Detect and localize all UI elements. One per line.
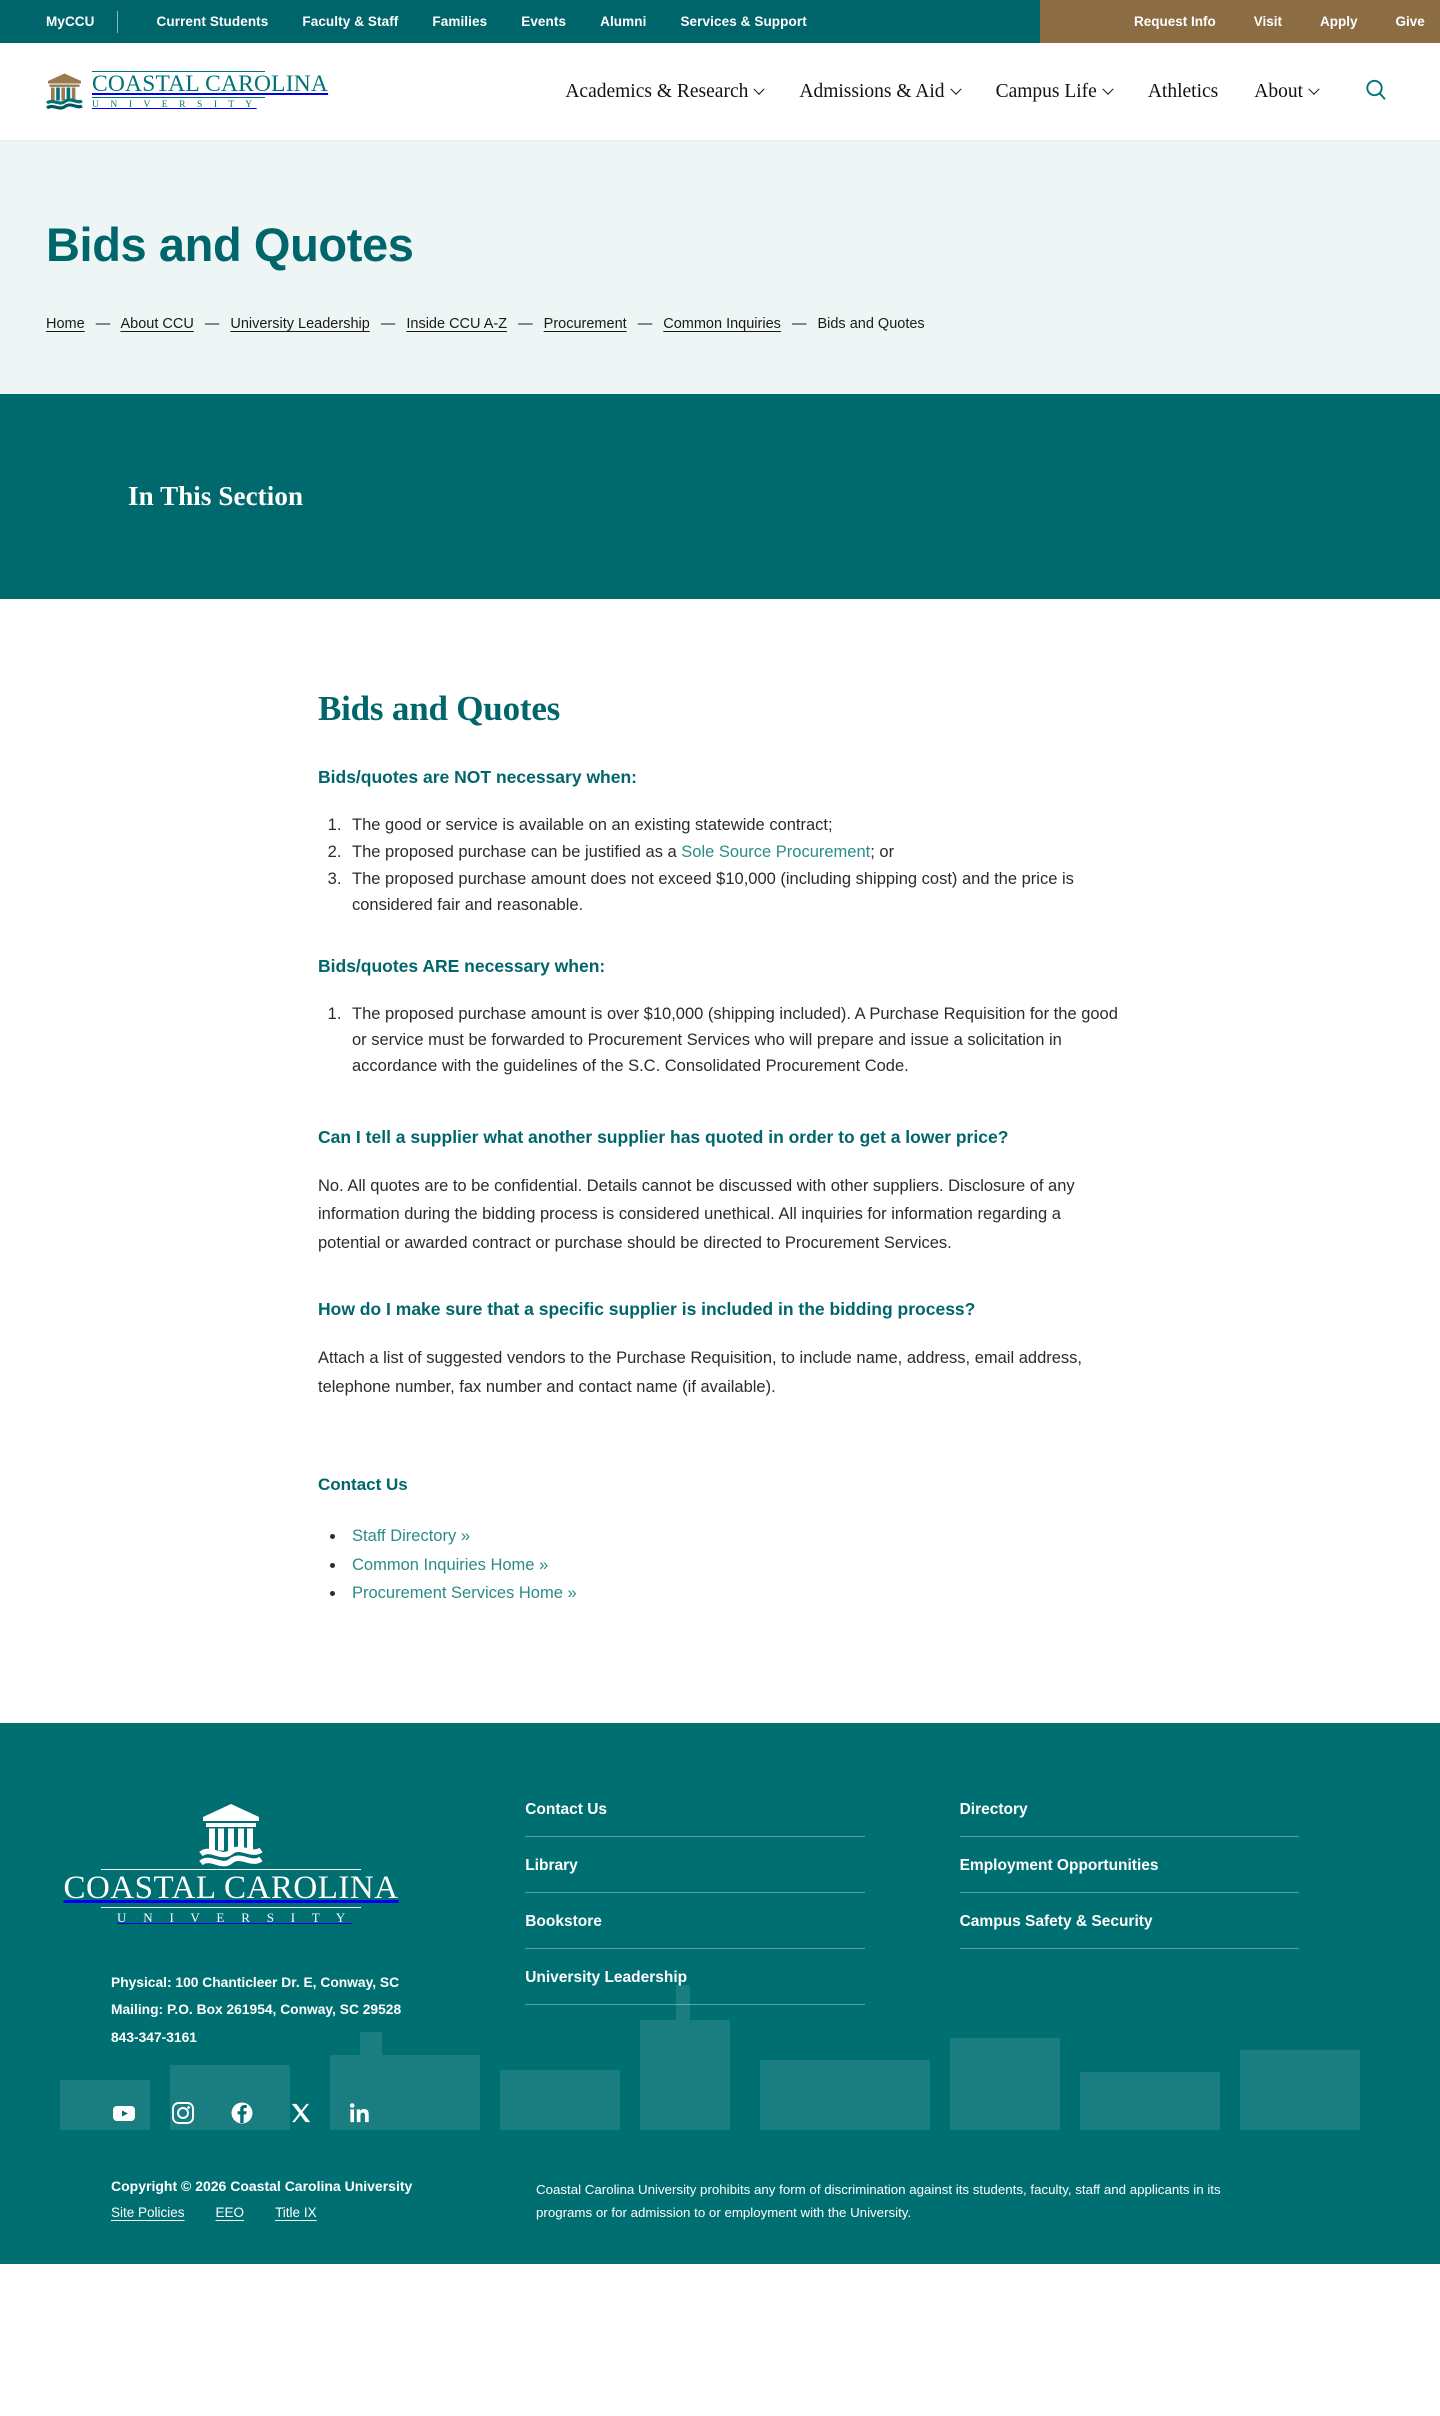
heading-bids-are-necessary: Bids/quotes ARE necessary when: (318, 955, 606, 976)
footer-link-library[interactable]: Library (525, 1857, 864, 1893)
footer-phone: 843-347-3161 (111, 2030, 197, 2046)
footer-link-bookstore[interactable]: Bookstore (525, 1913, 864, 1949)
youtube-icon[interactable] (111, 2100, 137, 2126)
footer-legal-left (46, 2178, 526, 2225)
list-bids-are-necessary (346, 1001, 1118, 1079)
spacer (318, 1279, 1118, 1297)
list-item (346, 1580, 1118, 1607)
footer-top (46, 1801, 1394, 2126)
utility-link-apply[interactable]: Apply (1320, 14, 1358, 29)
list-item-text: The proposed purchase can be justified as a (352, 842, 682, 861)
footer-logo[interactable] (63, 1801, 399, 1929)
nav-label-athletics: Athletics (1147, 80, 1219, 102)
linkedin-icon[interactable] (347, 2100, 373, 2126)
footer-links-column-2 (960, 1801, 1299, 2126)
chevron-down-icon (754, 83, 765, 94)
footer-address (81, 1969, 525, 2052)
footer-link-contact-us[interactable]: Contact Us (525, 1801, 864, 1837)
breadcrumb-separator: — (791, 315, 807, 332)
question-heading-supplier-quote-disclosure: Can I tell a supplier what another supplier has quoted in order to get a lower price? (318, 1127, 1009, 1147)
footer-links-column-1 (525, 1801, 864, 2126)
facebook-icon[interactable] (229, 2100, 255, 2126)
nav-item-campus-life[interactable] (978, 81, 1130, 103)
logo-wordmark (92, 71, 328, 113)
link-site-policies[interactable]: Site Policies (111, 2204, 185, 2220)
breadcrumb-separator: — (380, 315, 396, 332)
utility-link-faculty-staff[interactable]: Faculty & Staff (302, 14, 399, 29)
breadcrumb-separator: — (637, 315, 653, 332)
x-twitter-icon[interactable] (288, 2100, 314, 2126)
nav-item-admissions-aid[interactable] (781, 81, 977, 103)
nav-item-academics-research[interactable] (547, 81, 781, 103)
utility-link-myccu[interactable]: MyCCU (46, 14, 95, 29)
footer-university-name: COASTAL CAROLINA (63, 1870, 399, 1907)
question-heading-include-specific-supplier: How do I make sure that a specific supplier is included in the bidding process? (318, 1299, 976, 1320)
footer-link-directory[interactable]: Directory (960, 1801, 1299, 1837)
list-item (346, 866, 1118, 918)
utility-link-give[interactable]: Give (1395, 14, 1425, 29)
ccu-column-waves-icon (199, 1801, 263, 1869)
legal-links (111, 2205, 526, 2220)
site-footer (0, 1723, 1440, 2264)
breadcrumb-item-procurement[interactable]: Procurement (543, 315, 627, 332)
breadcrumb (46, 313, 1394, 336)
site-header (0, 43, 1440, 141)
footer-university-word: U N I V E R S I T Y (116, 1910, 353, 1926)
list-item (346, 812, 1118, 838)
utility-link-visit[interactable]: Visit (1253, 14, 1283, 29)
contact-us-link-list (346, 1523, 1118, 1607)
utility-link-alumni[interactable]: Alumni (600, 14, 647, 29)
chevron-down-icon (1308, 83, 1319, 94)
nav-item-athletics[interactable] (1130, 81, 1236, 103)
breadcrumb-item-home[interactable]: Home (46, 315, 85, 332)
utility-bar-left-links (0, 0, 1040, 43)
utility-divider (117, 11, 118, 33)
nav-item-about[interactable] (1236, 81, 1336, 103)
footer-address-mailing: Mailing: P.O. Box 261954, Conway, SC 29528 (111, 2002, 402, 2018)
main-content (0, 599, 1440, 1723)
main-navigation (547, 72, 1394, 111)
list-item-text-suffix: ; or (870, 842, 895, 861)
footer-link-employment-opportunities[interactable]: Employment Opportunities (960, 1857, 1299, 1893)
logo-university-name: COASTAL CAROLINA (92, 70, 329, 97)
contact-us-heading: Contact Us (318, 1475, 408, 1495)
logo-university-word: U N I V E R S I T Y (92, 100, 257, 111)
utility-link-families[interactable]: Families (432, 14, 488, 29)
instagram-icon[interactable] (170, 2100, 196, 2126)
contact-us-block (318, 1473, 1118, 1607)
copyright-text: Copyright © 2026 Coastal Carolina University (111, 2177, 413, 2194)
article-body (318, 689, 1118, 1607)
nav-label-campus-life: Campus Life (995, 80, 1097, 102)
utility-bar (0, 0, 1440, 43)
link-eeo[interactable]: EEO (215, 2204, 245, 2220)
link-common-inquiries-home[interactable]: Common Inquiries Home » (352, 1555, 549, 1574)
article-title: Bids and Quotes (318, 688, 561, 728)
chevron-down-icon (1102, 83, 1113, 94)
spacer (318, 1115, 1118, 1125)
utility-link-request-info[interactable]: Request Info (1134, 14, 1216, 29)
breadcrumb-separator: — (204, 315, 220, 332)
list-item (346, 839, 1118, 865)
nav-label-about: About (1254, 80, 1303, 102)
page-title: Bids and Quotes (46, 218, 414, 271)
breadcrumb-separator: — (95, 315, 111, 332)
link-staff-directory[interactable]: Staff Directory » (352, 1527, 470, 1546)
in-this-section-band (0, 394, 1440, 599)
nav-label-academics-research: Academics & Research (565, 80, 749, 102)
link-procurement-services-home[interactable]: Procurement Services Home » (352, 1583, 577, 1602)
answer-supplier-quote-disclosure: No. All quotes are to be confidential. Details cannot be discussed with other suppliers. Disclosure of any information during the bidding process is considered unethical. All inquiries for information regarding a potential or awarded contract or purchase should be directed to Procurement Services. (318, 1176, 1075, 1252)
footer-address-physical: Physical: 100 Chanticleer Dr. E, Conway, SC (111, 1974, 400, 1990)
footer-social-links (81, 2100, 525, 2126)
footer-link-university-leadership[interactable]: University Leadership (525, 1969, 864, 2005)
in-this-section-heading: In This Section (128, 480, 304, 511)
chevron-down-icon (950, 83, 961, 94)
breadcrumb-separator: — (518, 315, 533, 332)
breadcrumb-item-inside-ccu-az[interactable]: Inside CCU A-Z (406, 315, 508, 332)
footer-link-campus-safety-security[interactable]: Campus Safety & Security (960, 1913, 1299, 1949)
link-title-ix[interactable]: Title IX (275, 2204, 317, 2220)
heading-bids-not-necessary: Bids/quotes are NOT necessary when: (318, 766, 637, 787)
ccu-column-waves-icon (46, 72, 83, 112)
utility-link-current-students[interactable]: Current Students (156, 14, 269, 29)
footer-bottom (46, 2178, 1394, 2265)
list-item-text: The good or service is available on an existing statewide contract; (352, 815, 833, 834)
page-title-band (0, 141, 1440, 394)
utility-link-events[interactable]: Events (521, 14, 567, 29)
breadcrumb-item-common-inquiries[interactable]: Common Inquiries (663, 315, 781, 332)
site-logo[interactable] (46, 71, 328, 113)
utility-bar-right-links (1040, 0, 1440, 43)
breadcrumb-item-about-ccu[interactable]: About CCU (120, 315, 194, 332)
list-item (346, 1552, 1118, 1579)
search-button[interactable] (1358, 72, 1394, 111)
answer-include-specific-supplier: Attach a list of suggested vendors to the Purchase Requisition, to include name, address, email address, telephone number, fax number and contact name (if available). (318, 1349, 1083, 1396)
footer-brand (46, 1801, 525, 2126)
utility-link-services-support[interactable]: Services & Support (680, 14, 807, 29)
footer-disclaimer-wrap (526, 2178, 1256, 2225)
list-item: 1. The proposed purchase amount is over $10,000 (shipping included). A Purchase Requisition for the good or service must be forwarded to Procurement Services who will prepare and issue a solicitation in accordance with the guidelines of the S.C. Consolidated Procurement Code. (346, 1001, 1118, 1079)
breadcrumb-item-university-leadership[interactable]: University Leadership (230, 315, 370, 332)
breadcrumb-item-current: Bids and Quotes (817, 315, 925, 332)
search-icon (1364, 78, 1388, 105)
nav-label-admissions-aid: Admissions & Aid (799, 80, 945, 102)
list-item-text: The proposed purchase amount does not exceed $10,000 (including shipping cost) and the price is considered fair and reasonable. (352, 869, 1074, 914)
list-item (346, 1523, 1118, 1550)
link-sole-source-procurement[interactable]: Sole Source Procurement (681, 842, 871, 861)
list-bids-not-necessary (346, 812, 1118, 918)
nondiscrimination-disclaimer: Coastal Carolina University prohibits any form of discrimination against its students, faculty, staff and applicants in its programs or for admission to or employment with the University. (536, 2181, 1221, 2220)
